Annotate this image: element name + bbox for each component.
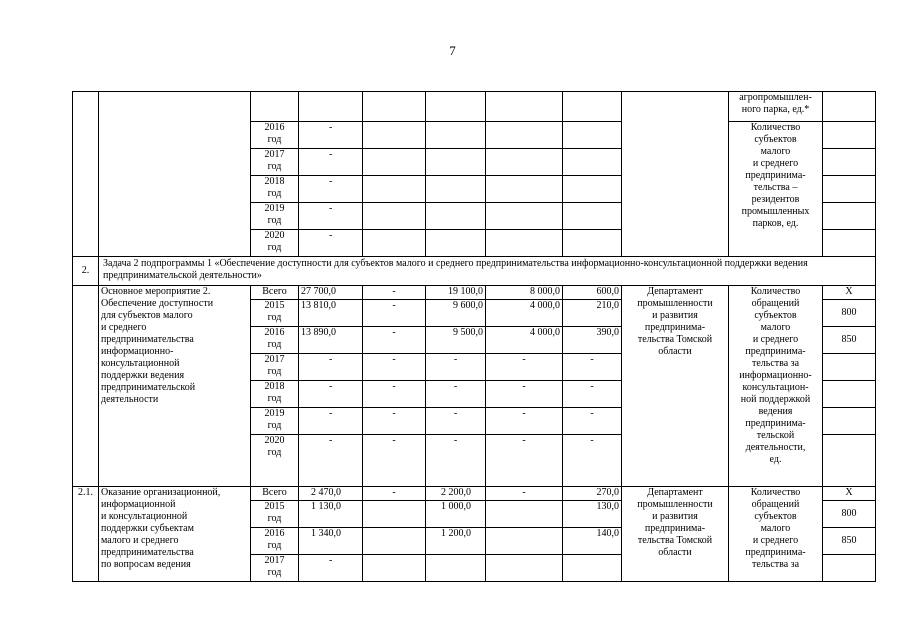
- local-cell: [486, 92, 563, 122]
- year-cell: 2015 год: [251, 501, 299, 528]
- regional-cell: -: [426, 435, 486, 487]
- local-cell: 4 000,0: [486, 327, 563, 354]
- federal-cell: -: [363, 327, 426, 354]
- indicator-cell: Количество субъектов малого и среднего предпринима- тельства – резидентов промышленных парков, ед.: [729, 122, 823, 257]
- task-title: Задача 2 подпрограммы 1 «Обеспечение доступности для субъектов малого и среднего предпринимательства информационно-консультационной поддержки ведения предпринимательской деятельности»: [99, 257, 876, 286]
- local-cell: -: [486, 408, 563, 435]
- offbudget-cell: [563, 176, 622, 203]
- offbudget-cell: -: [563, 408, 622, 435]
- offbudget-cell: 270,0: [563, 487, 622, 501]
- total-cell: -: [299, 149, 363, 176]
- value-cell: 800: [823, 501, 876, 528]
- local-cell: 4 000,0: [486, 300, 563, 327]
- offbudget-cell: [563, 149, 622, 176]
- local-cell: [486, 149, 563, 176]
- value-cell: 850: [823, 528, 876, 555]
- value-cell: [823, 555, 876, 582]
- local-cell: -: [486, 381, 563, 408]
- local-cell: [486, 501, 563, 528]
- table-row: [73, 487, 876, 501]
- indicator-cell: агропромышлен- ного парка, ед.*: [729, 92, 823, 122]
- value-cell: [823, 149, 876, 176]
- value-cell: [823, 203, 876, 230]
- value-cell: [823, 230, 876, 257]
- local-cell: 8 000,0: [486, 286, 563, 300]
- year-cell: 2019 год: [251, 203, 299, 230]
- value-cell: Х: [823, 487, 876, 501]
- local-cell: -: [486, 354, 563, 381]
- value-cell: [823, 176, 876, 203]
- offbudget-cell: -: [563, 381, 622, 408]
- year-cell: 2016 год: [251, 528, 299, 555]
- offbudget-cell: 390,0: [563, 327, 622, 354]
- offbudget-cell: 140,0: [563, 528, 622, 555]
- indicator-cell: Количество обращений субъектов малого и среднего предпринима- тельства за: [729, 487, 823, 582]
- regional-cell: [426, 92, 486, 122]
- total-cell: 1 130,0: [299, 501, 363, 528]
- total-cell: -: [299, 230, 363, 257]
- regional-cell: -: [426, 408, 486, 435]
- local-cell: [486, 528, 563, 555]
- year-cell: 2019 год: [251, 408, 299, 435]
- activity-cell: [99, 92, 251, 257]
- total-cell: [299, 92, 363, 122]
- activity-cell: Оказание организационной, информационной и консультационной поддержки субъектам малого и среднего предпринимательства по вопросам ведения: [99, 487, 251, 582]
- regional-cell: 9 500,0: [426, 327, 486, 354]
- offbudget-cell: -: [563, 435, 622, 487]
- offbudget-cell: [563, 203, 622, 230]
- regional-cell: [426, 230, 486, 257]
- year-cell: 2017 год: [251, 149, 299, 176]
- total-cell: -: [299, 122, 363, 149]
- value-cell: 850: [823, 327, 876, 354]
- year-cell: 2018 год: [251, 176, 299, 203]
- offbudget-cell: 130,0: [563, 501, 622, 528]
- regional-cell: 2 200,0: [426, 487, 486, 501]
- federal-cell: [363, 92, 426, 122]
- total-cell: -: [299, 555, 363, 582]
- regional-cell: 1 000,0: [426, 501, 486, 528]
- value-cell: [823, 381, 876, 408]
- year-cell: 2016 год: [251, 122, 299, 149]
- regional-cell: [426, 122, 486, 149]
- year-cell: 2018 год: [251, 381, 299, 408]
- offbudget-cell: 600,0: [563, 286, 622, 300]
- regional-cell: [426, 149, 486, 176]
- executor-cell: [622, 92, 729, 257]
- year-cell: Всего: [251, 487, 299, 501]
- total-cell: -: [299, 381, 363, 408]
- year-cell: 2017 год: [251, 555, 299, 582]
- federal-cell: [363, 149, 426, 176]
- value-cell: Х: [823, 286, 876, 300]
- offbudget-cell: 210,0: [563, 300, 622, 327]
- table-row: [73, 92, 876, 122]
- offbudget-cell: [563, 92, 622, 122]
- value-cell: [823, 92, 876, 122]
- local-cell: [486, 230, 563, 257]
- regional-cell: [426, 176, 486, 203]
- regional-cell: [426, 203, 486, 230]
- federal-cell: -: [363, 408, 426, 435]
- regional-cell: 1 200,0: [426, 528, 486, 555]
- row-number-cell: [73, 286, 99, 487]
- federal-cell: [363, 230, 426, 257]
- year-cell: [251, 92, 299, 122]
- federal-cell: [363, 122, 426, 149]
- federal-cell: [363, 203, 426, 230]
- local-cell: -: [486, 435, 563, 487]
- federal-cell: [363, 176, 426, 203]
- value-cell: [823, 408, 876, 435]
- program-table: [72, 91, 876, 582]
- federal-cell: -: [363, 487, 426, 501]
- year-cell: 2017 год: [251, 354, 299, 381]
- executor-cell: Департамент промышленности и развития предпринима- тельства Томской области: [622, 487, 729, 582]
- total-cell: 13 810,0: [299, 300, 363, 327]
- year-cell: 2015 год: [251, 300, 299, 327]
- row-number-cell: [73, 92, 99, 257]
- federal-cell: -: [363, 381, 426, 408]
- total-cell: 2 470,0: [299, 487, 363, 501]
- total-cell: 27 700,0: [299, 286, 363, 300]
- total-cell: -: [299, 203, 363, 230]
- total-cell: 13 890,0: [299, 327, 363, 354]
- federal-cell: -: [363, 286, 426, 300]
- total-cell: -: [299, 408, 363, 435]
- local-cell: [486, 176, 563, 203]
- federal-cell: -: [363, 354, 426, 381]
- federal-cell: [363, 555, 426, 582]
- value-cell: [823, 122, 876, 149]
- year-cell: 2016 год: [251, 327, 299, 354]
- table-row: [73, 286, 876, 300]
- local-cell: -: [486, 487, 563, 501]
- value-cell: 800: [823, 300, 876, 327]
- regional-cell: 9 600,0: [426, 300, 486, 327]
- year-cell: Всего: [251, 286, 299, 300]
- offbudget-cell: [563, 230, 622, 257]
- executor-cell: Департамент промышленности и развития предпринима- тельства Томской области: [622, 286, 729, 487]
- local-cell: [486, 203, 563, 230]
- regional-cell: -: [426, 354, 486, 381]
- local-cell: [486, 122, 563, 149]
- indicator-cell: Количество обращений субъектов малого и среднего предпринима- тельства за информационно- консультацион- ной поддержкой ведения предпринима- тельской деятельности, ед.: [729, 286, 823, 487]
- total-cell: -: [299, 435, 363, 487]
- federal-cell: -: [363, 435, 426, 487]
- offbudget-cell: [563, 122, 622, 149]
- federal-cell: -: [363, 300, 426, 327]
- offbudget-cell: [563, 555, 622, 582]
- value-cell: [823, 435, 876, 487]
- total-cell: -: [299, 354, 363, 381]
- year-cell: 2020 год: [251, 230, 299, 257]
- regional-cell: -: [426, 381, 486, 408]
- offbudget-cell: -: [563, 354, 622, 381]
- federal-cell: [363, 528, 426, 555]
- total-cell: 1 340,0: [299, 528, 363, 555]
- value-cell: [823, 354, 876, 381]
- row-number-cell: 2.1.: [73, 487, 99, 582]
- regional-cell: 19 100,0: [426, 286, 486, 300]
- page-number: 7: [449, 43, 456, 58]
- total-cell: -: [299, 176, 363, 203]
- federal-cell: [363, 501, 426, 528]
- activity-cell: Основное мероприятие 2. Обеспечение доступности для субъектов малого и среднего предпринимательства информационно- консультационной поддержки ведения предпринимательской деятельности: [99, 286, 251, 487]
- local-cell: [486, 555, 563, 582]
- regional-cell: [426, 555, 486, 582]
- task-number: 2.: [73, 257, 99, 286]
- task-row: [73, 257, 876, 286]
- year-cell: 2020 год: [251, 435, 299, 487]
